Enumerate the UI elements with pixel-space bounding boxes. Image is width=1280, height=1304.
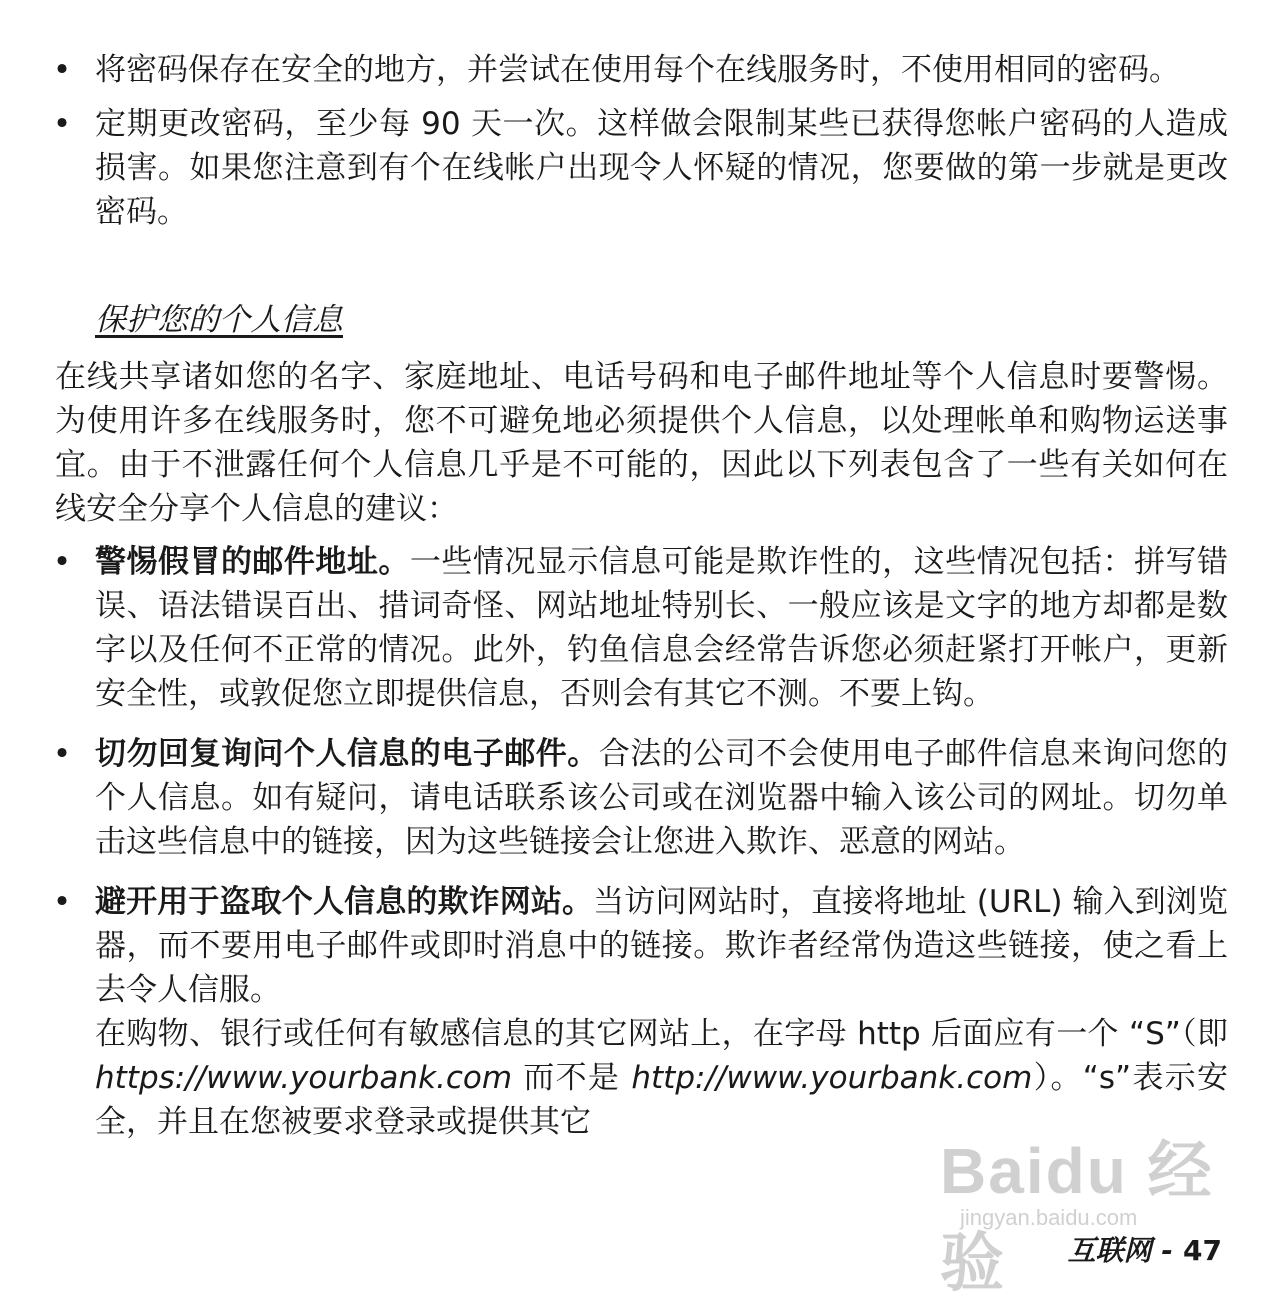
tip-lead: 切勿回复询问个人信息的电子邮件。 [95,736,599,772]
bullet-dot: • [52,106,72,142]
intro-paragraph: 在线共享诸如您的名字、家庭地址、电话号码和电子邮件地址等个人信息时要警惕。为使用许多在线服务时，您不可避免地必须提供个人信息，以处理帐单和购物运送事宜。由于不泄露任何个人信息几乎是不可能的，因此以下列表包含了一些有关如何在线安全分享个人信息的建议： [55,359,1228,527]
tip-extra-text: ）。“s”表示安全，并且在您被要求登录或提供其它 [95,1060,1228,1140]
bullet-dot: • [52,544,72,580]
section-heading: 保护您的个人信息 [95,302,343,338]
list-item [0,48,1280,92]
page-number: 47 [1183,1234,1222,1267]
tip-sub-paragraph [95,1012,1228,1144]
insecure-url-example: http://www.yourbank.com [631,1060,1033,1096]
tip-text: 合法的公司不会使用电子邮件信息来询问您的个人信息。如有疑问，请电话联系该公司或在浏览器中输入该公司的网址。切勿单击这些信息中的链接，因为这些链接会让您进入欺诈、恶意的网站。 [95,736,1229,860]
bullet-dot: • [52,736,72,772]
secure-url-example: https://www.yourbank.com [95,1060,513,1096]
tip-lead: 避开用于盗取个人信息的欺诈网站。 [95,884,594,920]
bullet-dot: • [52,52,72,88]
footer-section-name: 互联网 - [1067,1234,1174,1267]
list-item [0,880,1280,1144]
tips-list [0,540,1280,1144]
tip-extra-text: 而不是 [512,1060,632,1096]
tip-text: 一些情况显示信息可能是欺诈性的，这些情况包括：拼写错误、语法错误百出、措词奇怪、网站地址特别长、一般应该是文字的地方却都是数字以及任何不正常的情况。此外，钓鱼信息会经常告诉您必须赶紧打开帐户，更新安全性，或敦促您立即提供信息，否则会有其它不测。不要上钩。 [95,544,1228,712]
list-item [0,732,1280,864]
bullet-text: 将密码保存在安全的地方，并尝试在使用每个在线服务时，不使用相同的密码。 [95,52,1180,88]
bullet-dot: • [52,884,72,920]
watermark-logo-text: Baidu 经验 [940,1135,1214,1299]
watermark-url: jingyan.baidu.com [960,1205,1138,1230]
tip-text: 当访问网站时，直接将地址 (URL) 输入到浏览器，而不要用电子邮件或即时消息中的链接。欺诈者经常伪造这些链接，使之看上去令人信服。 [95,884,1228,1008]
list-item [0,102,1280,234]
bullet-text: 定期更改密码，至少每 90 天一次。这样做会限制某些已获得您帐户密码的人造成损害。如果您注意到有个在线帐户出现令人怀疑的情况，您要做的第一步就是更改密码。 [95,106,1228,230]
top-bullet-list [0,48,1280,234]
tip-extra-text: 在购物、银行或任何有敏感信息的其它网站上，在字母 http 后面应有一个 “S”（即 [95,1016,1228,1052]
list-item [0,540,1280,716]
tip-lead: 警惕假冒的邮件地址。 [95,544,410,580]
page-footer [1068,1233,1222,1269]
